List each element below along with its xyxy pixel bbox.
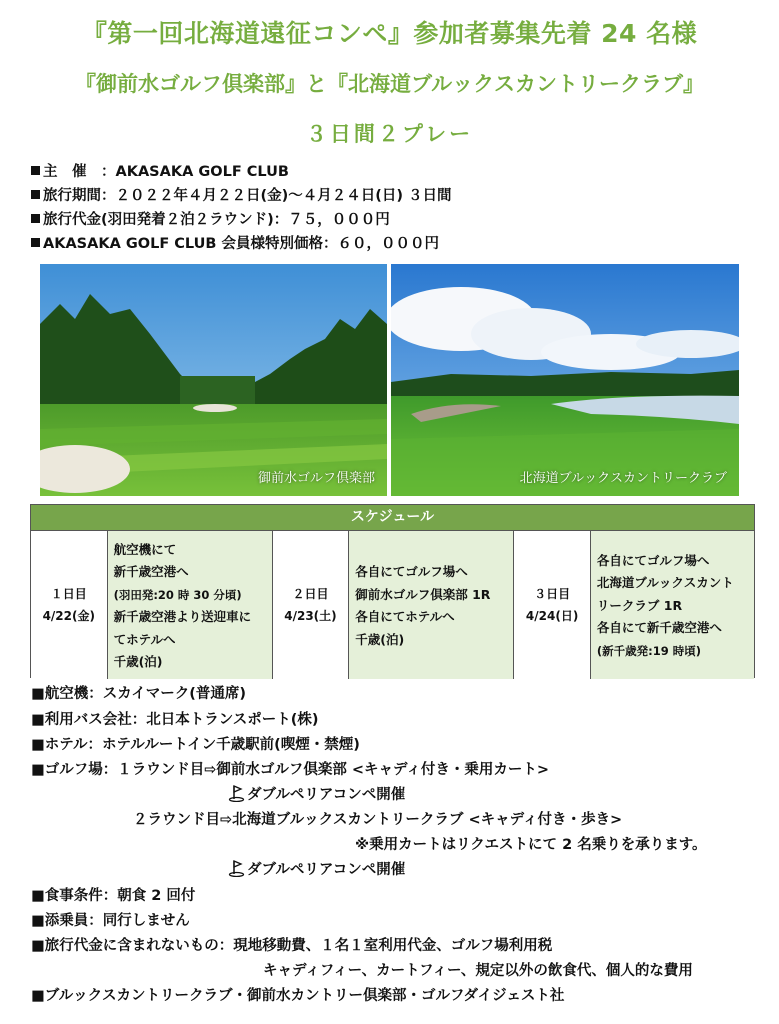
detail-golf-round2: ２ラウンド目⇨北海道ブルックスカントリークラブ <キャディ付き・歩き>	[133, 812, 623, 828]
activity-line: 各自にてゴルフ場へ	[355, 564, 468, 579]
activity-line: 航空機にて	[113, 541, 177, 557]
page-title: 『第一回北海道遠征コンペ』参加者募集先着 24 名様	[81, 19, 698, 48]
photo-caption: 御前水ゴルフ倶楽部	[257, 471, 375, 486]
detail-compe-1: ダブルペリアコンペ開催	[228, 783, 405, 804]
schedule-day-cell	[514, 531, 591, 679]
info-member-price: AKASAKA GOLF CLUB 会員様特別価格：６０，０００円	[31, 232, 439, 253]
day-label: １日目	[50, 587, 87, 601]
day-date: 4/24(日)	[525, 609, 579, 623]
golf-flag-icon	[228, 860, 245, 877]
activity-line: 北海道ブルックスカント	[596, 575, 734, 591]
info-price: 旅行代金(羽田発着２泊２ラウンド)：７５，０００円	[31, 208, 390, 229]
info-organizer: 主 催 ：AKASAKA GOLF CLUB	[31, 160, 289, 181]
day-label: ２日目	[292, 587, 329, 601]
activity-line: 各自にてホテルへ	[355, 609, 455, 624]
detail-escort: ■添乗員：同行しません	[31, 913, 190, 929]
day-date: 4/23(土)	[284, 609, 337, 623]
activity-line: 千歳(泊)	[355, 631, 405, 647]
detail-excluded: ■旅行代金に含まれないもの：現地移動費、１名１室利用代金、ゴルフ場利用税	[31, 938, 553, 954]
day-label: ３日目	[534, 587, 571, 601]
info-period: 旅行期間：２０２２年４月２２日(金)～４月２４日(日) ３日間	[31, 184, 452, 205]
activity-line: 新千歳空港より送迎車に	[113, 609, 252, 624]
detail-cart-note: ※乗用カートはリクエストにて 2 名乗りを承ります。	[355, 837, 707, 853]
detail-excluded-cont: キャディフィー、カートフィー、規定以外の飲食代、個人的な費用	[263, 963, 693, 979]
activity-line: リークラブ 1R	[596, 597, 683, 613]
activity-line: 各自にてゴルフ場へ	[596, 552, 710, 568]
plays-label: ３日間２プレー	[305, 122, 474, 146]
activity-line: (新千歳発:19 時頃)	[596, 643, 702, 658]
golf-course-photo-brooks	[391, 264, 739, 496]
activity-line: 新千歳空港へ	[113, 564, 189, 579]
activity-line: 千歳(泊)	[113, 654, 163, 669]
detail-compe-2: ダブルペリアコンペ開催	[228, 858, 405, 879]
detail-hotel: ■ホテル：ホテルルートイン千歳駅前(喫煙・禁煙)	[31, 737, 360, 753]
schedule-activity-cell	[108, 531, 273, 679]
schedule-table	[30, 504, 755, 678]
golf-course-photo-gozensui	[40, 264, 387, 496]
activity-line: てホテルへ	[113, 631, 176, 647]
detail-sponsors: ■ブルックスカントリークラブ・御前水カントリー倶楽部・ゴルフダイジェスト社	[31, 988, 565, 1004]
detail-golf-round1: ■ゴルフ場：１ラウンド目⇨御前水ゴルフ倶楽部 <キャディ付き・乗用カート>	[31, 762, 550, 778]
detail-airline: ■航空機：スカイマーク(普通席)	[31, 686, 247, 702]
activity-line: 各自にて新千歳空港へ	[596, 620, 722, 636]
activity-line: 御前水ゴルフ倶楽部 1R	[355, 586, 491, 602]
detail-bus: ■利用バス会社：北日本トランスポート(株)	[31, 712, 319, 728]
schedule-title: スケジュール	[31, 505, 754, 531]
schedule-activity-cell	[591, 531, 754, 679]
activity-line: (羽田発:20 時 30 分頃)	[113, 587, 242, 602]
photo-caption: 北海道ブルックスカントリークラブ	[519, 471, 727, 486]
detail-meals: ■食事条件：朝食 2 回付	[31, 888, 196, 904]
day-date: 4/22(金)	[42, 609, 95, 623]
golf-flag-icon	[228, 785, 245, 802]
schedule-activity-cell	[349, 531, 514, 679]
page-subtitle: 『御前水ゴルフ倶楽部』と『北海道ブルックスカントリークラブ』	[75, 72, 704, 96]
schedule-day-cell	[31, 531, 108, 679]
schedule-day-cell	[273, 531, 350, 679]
